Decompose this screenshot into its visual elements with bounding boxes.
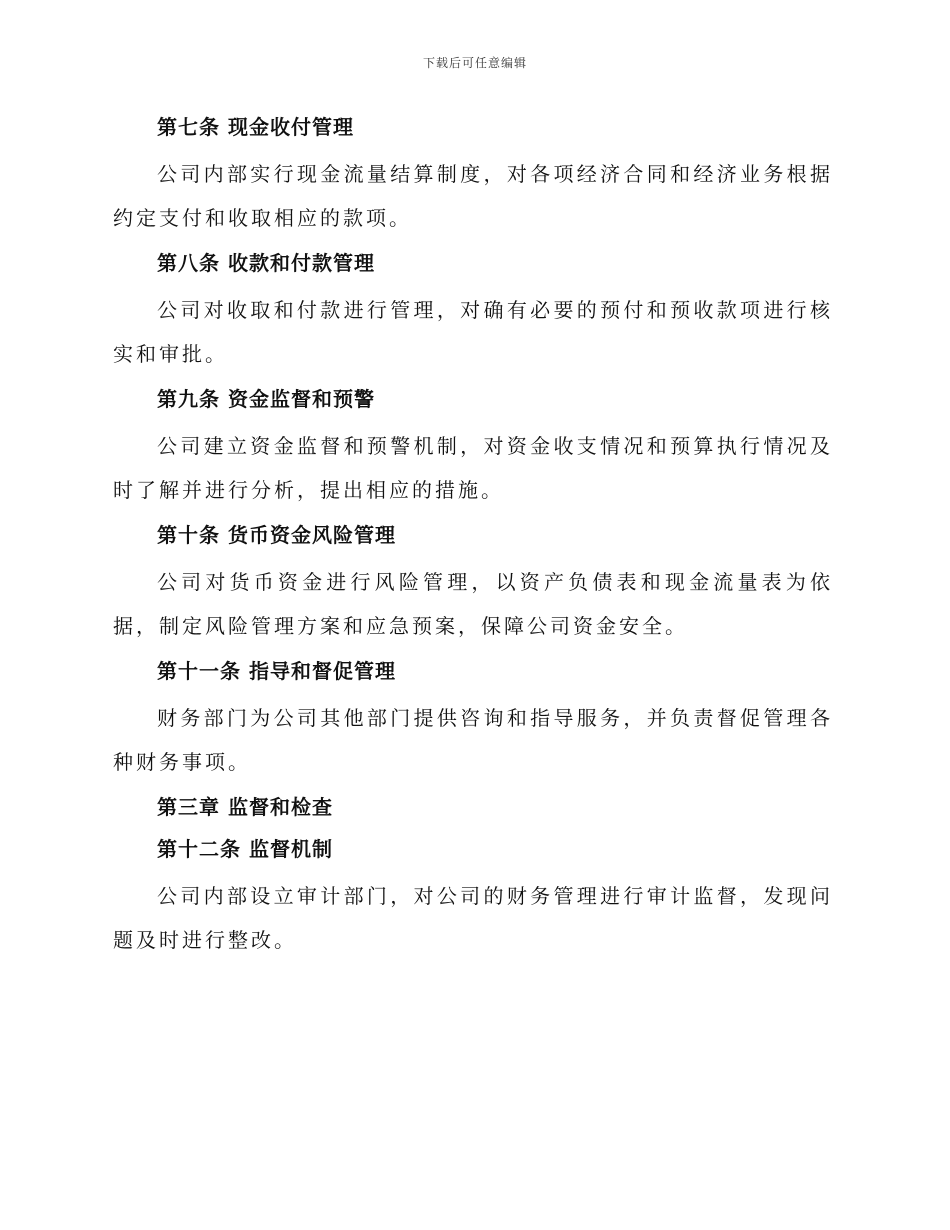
article-9-heading: 第九条 资金监督和预警 (157, 387, 375, 411)
article-8-heading: 第八条 收款和付款管理 (157, 251, 375, 275)
article-12-heading: 第十二条 监督机制 (157, 837, 333, 861)
article-9-paragraph: 公司建立资金监督和预警机制，对资金收支情况和预算执行情况及时了解并进行分析，提出相应的措施。 (113, 434, 833, 502)
document-body (113, 110, 833, 968)
article-8-paragraph: 公司对收取和付款进行管理，对确有必要的预付和预收款项进行核实和审批。 (113, 298, 833, 366)
article-7-paragraph: 公司内部实行现金流量结算制度，对各项经济合同和经济业务根据约定支付和收取相应的款项。 (113, 162, 833, 230)
article-10-heading: 第十条 货币资金风险管理 (157, 523, 396, 547)
article-7-heading: 第七条 现金收付管理 (157, 115, 354, 139)
article-12-paragraph: 公司内部设立审计部门，对公司的财务管理进行审计监督，发现问题及时进行整改。 (113, 884, 833, 952)
article-10-paragraph: 公司对货币资金进行风险管理，以资产负债表和现金流量表为依据，制定风险管理方案和应急预案，保障公司资金安全。 (113, 570, 833, 638)
article-11-heading: 第十一条 指导和督促管理 (157, 659, 396, 683)
page-header: 下载后可任意编辑 (422, 56, 527, 70)
article-11-paragraph: 财务部门为公司其他部门提供咨询和指导服务，并负责督促管理各种财务事项。 (113, 706, 833, 774)
chapter-3-heading: 第三章 监督和检查 (157, 795, 333, 819)
